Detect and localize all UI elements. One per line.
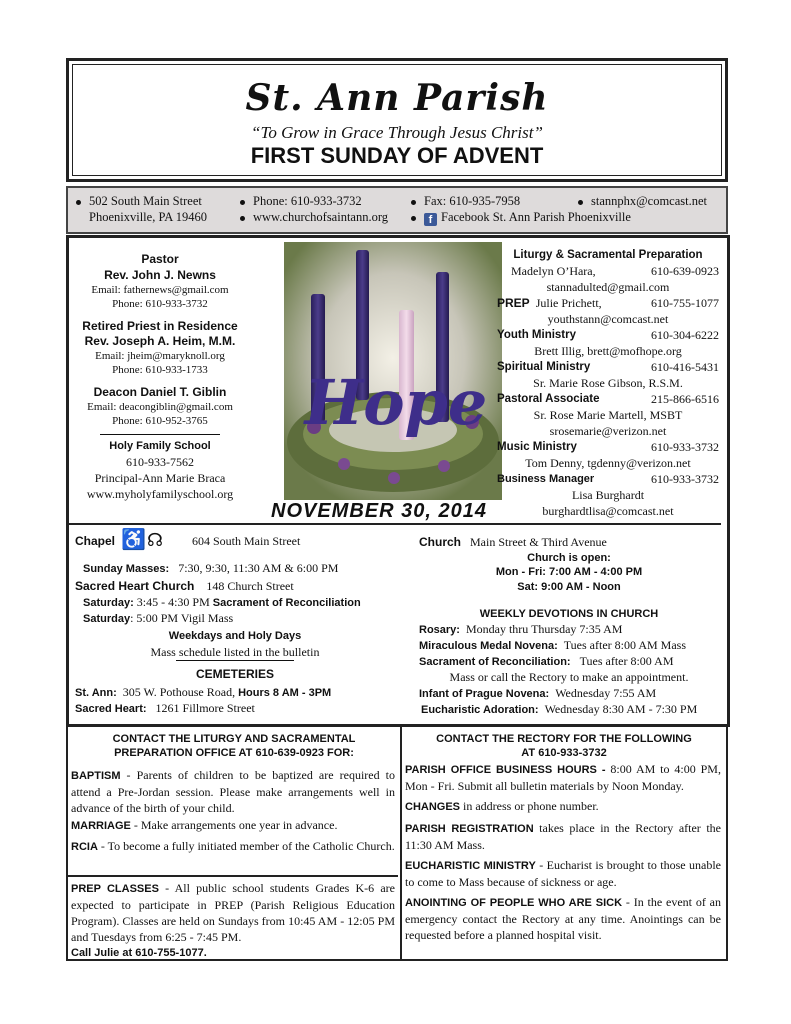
ministries-column [497,247,719,519]
prep-classes-info: PREP CLASSES - All public school students Grades K-6 are expected to participate in PREP (Parish Religious Education Program). Classes are held on Sundays from 10:45 AM - 12:05 PM and Tuesdays from 6:25 - 7:45 PM. Call Julie at 610-755-1077. [71,881,395,959]
devotions-heading: WEEKLY DEVOTIONS IN CHURCH [479,608,659,620]
liturgy-email: stannadulted@gmail.com [546,280,670,294]
miraculous-medal-novena: Miraculous Medal Novena: Tues after 8:00 AM Mass [419,638,686,652]
deacon-email: Email: deacongiblin@gmail.com [87,401,233,413]
contact-bar [66,186,728,234]
pastor-email: Email: fathernews@gmail.com [91,284,229,296]
pastor-phone: Phone: 610-933-3732 [112,298,208,310]
chapel-address: 604 South Main Street [192,534,301,548]
rosary: Rosary: Monday thru Thursday 7:35 AM [419,622,623,636]
address-line-2: Phoenixville, PA 19460 [89,210,207,224]
church-hours-weekday: Mon - Fri: 7:00 AM - 4:00 PM [495,566,643,578]
facebook-icon: f [424,213,437,226]
school-phone: 610-933-7562 [126,455,194,469]
sunday-masses: Sunday Masses: 7:30, 9:30, 11:30 AM & 6:00 PM [83,561,339,575]
reconciliation: Sacrament of Reconciliation: Tues after 8:00 AM [419,654,674,668]
main-info-box [66,235,730,727]
liturgy-office-heading: CONTACT THE LITURGY AND SACRAMENTAL PREPARATION OFFICE AT 610-639-0923 FOR: [112,733,356,759]
hearing-assist-icon: ☊ [147,530,163,550]
spiritual-contact: Sr. Marie Rose Gibson, R.S.M. [533,376,683,390]
st-ann-cemetery: St. Ann: 305 W. Pothouse Road, Hours 8 AM - 3PM [75,685,332,699]
church-open-heading: Church is open: [527,552,611,564]
bullet-icon [578,200,583,205]
weekdays-note: Mass schedule listed in the bulletin [150,645,320,659]
pastoral-name: Sr. Rose Marie Martell, MSBT [533,408,683,422]
facebook-link[interactable]: f Facebook St. Ann Parish Phoenixville [411,210,631,226]
pastoral-email: srosemarie@verizon.net [549,424,667,438]
marriage-info: MARRIAGE - Make arrangements one year in advance. [71,818,338,832]
saturday-vigil: Saturday: 5:00 PM Vigil Mass [83,611,234,625]
deacon-phone: Phone: 610-952-3765 [112,415,208,427]
header-box [66,58,728,182]
business-email: burghardtlisa@comcast.net [542,504,674,518]
youth-contact: Brett Illig, brett@mofhope.org [534,344,682,358]
bullet-icon [240,216,245,221]
church-line: Church Main Street & Third Avenue [419,535,607,549]
retired-email: Email: jheim@maryknoll.org [95,350,225,362]
parish-title: St. Ann Parish [245,77,549,119]
eucharistic-adoration: Eucharistic Adoration: Wednesday 8:30 AM - 7:30 PM [421,702,698,716]
sacred-heart-cemetery: Sacred Heart: 1261 Fillmore Street [75,701,255,715]
parish-motto: “To Grow in Grace Through Jesus Christ” [251,123,543,142]
spiritual-ministry: Spiritual Ministry 610-416-5431 [497,360,719,374]
divider-line [176,660,294,661]
liturgy-contact: Madelyn O’Hara, 610-639-0923 [511,264,719,278]
advent-wreath-image [284,242,502,500]
business-name: Lisa Burghardt [571,488,645,502]
website-link[interactable]: www.churchofsaintann.org [240,210,388,225]
fax-number: Fax: 610-935-7958 [411,194,520,209]
liturgy-heading: Liturgy & Sacramental Preparation [513,249,703,261]
anointing-info: ANOINTING OF PEOPLE WHO ARE SICK - In the event of an emergency contact the Rectory at any time. Anointings can be requested before a planned hospital visit. [405,895,721,942]
pastoral-associate: Pastoral Associate 215-866-6516 [497,392,719,406]
weekdays-heading: Weekdays and Holy Days [168,630,302,642]
prep-email: youthstann@comcast.net [547,312,669,326]
school-principal: Principal-Ann Marie Braca [94,471,226,485]
pastor-name: Rev. John J. Newns [104,268,216,282]
bullet-icon [411,200,416,205]
school-heading: Holy Family School [109,440,211,452]
deacon-name: Deacon Daniel T. Giblin [93,385,227,399]
parish-email[interactable]: stannphx@comcast.net [578,194,707,209]
prep-classes-box [68,875,398,961]
pastor-heading: Pastor [141,252,179,266]
church-hours-saturday: Sat: 9:00 AM - Noon [517,581,621,593]
infant-of-prague-novena: Infant of Prague Novena: Wednesday 7:55 AM [419,686,657,700]
divider-line [100,434,220,435]
sacred-heart-church: Sacred Heart Church 148 Church Street [75,579,294,593]
address-line-1: 502 South Main Street [76,194,202,209]
retired-priest-name: Rev. Joseph A. Heim, M.M. [84,334,236,348]
office-hours-info: PARISH OFFICE BUSINESS HOURS - 8:00 AM to 4:00 PM, Mon - Fri. Submit all bulletin materials by Noon Monday. [405,762,721,793]
cemeteries-heading: CEMETERIES [195,667,274,681]
hope-script-text: Hope [304,366,488,439]
school-website[interactable]: www.myholyfamilyschool.org [86,487,234,501]
section-divider [69,523,721,525]
music-contact: Tom Denny, tgdenny@verizon.net [525,456,691,470]
parish-registration-info: PARISH REGISTRATION takes place in the Rectory after the 11:30 AM Mass. [405,821,721,852]
clergy-column [69,252,251,501]
bulletin-date: NOVEMBER 30, 2014 [271,500,487,522]
column-divider [400,727,402,959]
chapel-line: Chapel [75,534,116,548]
eucharistic-ministry-info: EUCHARISTIC MINISTRY - Eucharist is brought to those unable to come to Mass because of sickness or age. [405,858,722,889]
liturgical-sunday: FIRST SUNDAY OF ADVENT [250,143,544,168]
bullet-icon [411,216,416,221]
accessibility-icon: ♿ [121,529,146,551]
baptism-info: BAPTISM - Parents of children to be baptized are required to attend a Pre-Jordan session. Please make arrangements well in advance of the birth of your child. [71,768,395,815]
prep-contact: PREP Julie Prichett, 610-755-1077 [497,296,719,310]
retired-heading: Retired Priest in Residence [82,319,238,333]
music-ministry: Music Ministry 610-933-3732 [497,440,719,454]
reconciliation-note: Mass or call the Rectory to make an appointment. [449,670,689,684]
address-changes-info: CHANGES in address or phone number. [405,799,599,813]
bullet-icon [76,200,81,205]
youth-ministry: Youth Ministry 610-304-6222 [497,328,719,342]
retired-phone: Phone: 610-933-1733 [112,364,208,376]
rcia-info: RCIA - To become a fully initiated member of the Catholic Church. [71,839,395,853]
saturday-reconciliation: Saturday: 3:45 - 4:30 PM Sacrament of Reconciliation [83,595,361,609]
contact-info-box [66,725,728,961]
bullet-icon [240,200,245,205]
business-manager: Business Manager 610-933-3732 [497,472,719,486]
phone-number: Phone: 610-933-3732 [240,194,362,209]
rectory-heading: CONTACT THE RECTORY FOR THE FOLLOWING AT 610-933-3732 [436,733,692,759]
